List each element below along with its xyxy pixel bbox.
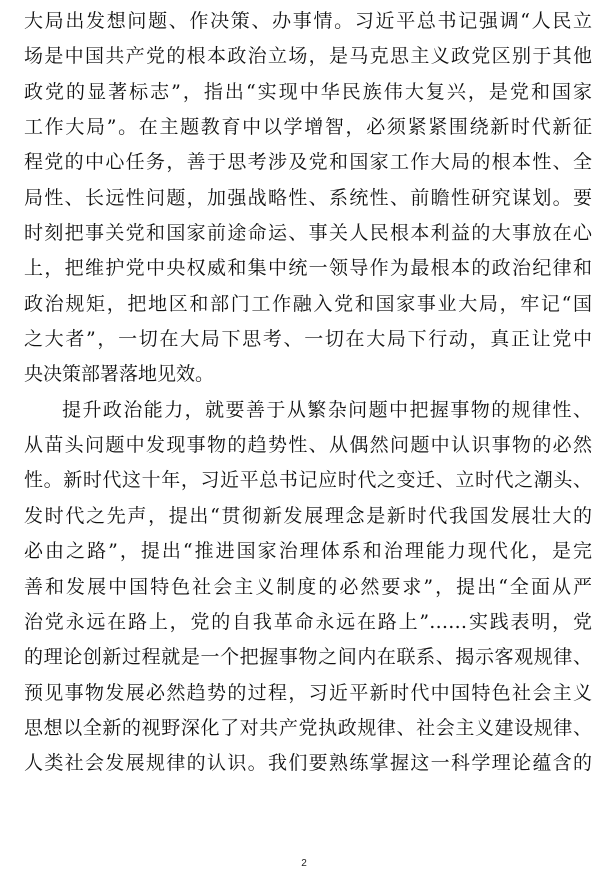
- text-line: 场是中国共产党的根本政治立场，是马克思主义政党区别于其他: [24, 45, 592, 68]
- body-text: [24, 4, 592, 782]
- text-line: 局性、长远性问题，加强战略性、系统性、前瞻性研究谋划。要: [24, 186, 592, 209]
- text-line: 预见事物发展必然趋势的过程，习近平新时代中国特色社会主义: [24, 681, 592, 704]
- text-line: 治党永远在路上，党的自我革命永远在路上”……实践表明，党: [24, 610, 592, 633]
- text-line: 上，把维护党中央权威和集中统一领导作为最根本的政治纪律和: [24, 257, 592, 280]
- text-line: 必由之路”，提出“推进国家治理体系和治理能力现代化，是完: [24, 540, 592, 563]
- text-line: 人类社会发展规律的认识。我们要熟练掌握这一科学理论蕴含的: [24, 752, 592, 775]
- text-line: 央决策部署落地见效。: [24, 363, 215, 386]
- text-line: 政党的显著标志”，指出“实现中华民族伟大复兴，是党和国家: [24, 80, 592, 103]
- text-line: 思想以全新的视野深化了对共产党执政规律、社会主义建设规律、: [24, 716, 592, 739]
- text-line: 性。新时代这十年，习近平总书记应时代之变迁、立时代之潮头、: [24, 469, 592, 492]
- text-line: 发时代之先声，提出“贯彻新发展理念是新时代我国发展壮大的: [24, 504, 592, 527]
- text-line: 政治规矩，把地区和部门工作融入党和国家事业大局，牢记“国: [24, 292, 592, 315]
- text-line: 工作大局”。在主题教育中以学增智，必须紧紧围绕新时代新征: [24, 116, 592, 139]
- text-line: 程党的中心任务，善于思考涉及党和国家工作大局的根本性、全: [24, 151, 592, 174]
- text-line: 大局出发想问题、作决策、办事情。习近平总书记强调“人民立: [24, 10, 592, 32]
- text-line: 之大者”，一切在大局下思考、一切在大局下行动，真正让党中: [24, 328, 592, 351]
- text-line: 的理论创新过程就是一个把握事物之间内在联系、揭示客观规律、: [24, 646, 592, 669]
- text-line: 善和发展中国特色社会主义制度的必然要求”，提出“全面从严: [24, 575, 592, 598]
- paragraph-start-line: 提升政治能力，就要善于从繁杂问题中把握事物的规律性、: [62, 398, 592, 421]
- page-number: 2: [301, 858, 307, 869]
- text-line: 时刻把事关党和国家前途命运、事关人民根本利益的大事放在心: [24, 222, 592, 245]
- text-line: 从苗头问题中发现事物的趋势性、从偶然问题中认识事物的必然: [24, 434, 592, 457]
